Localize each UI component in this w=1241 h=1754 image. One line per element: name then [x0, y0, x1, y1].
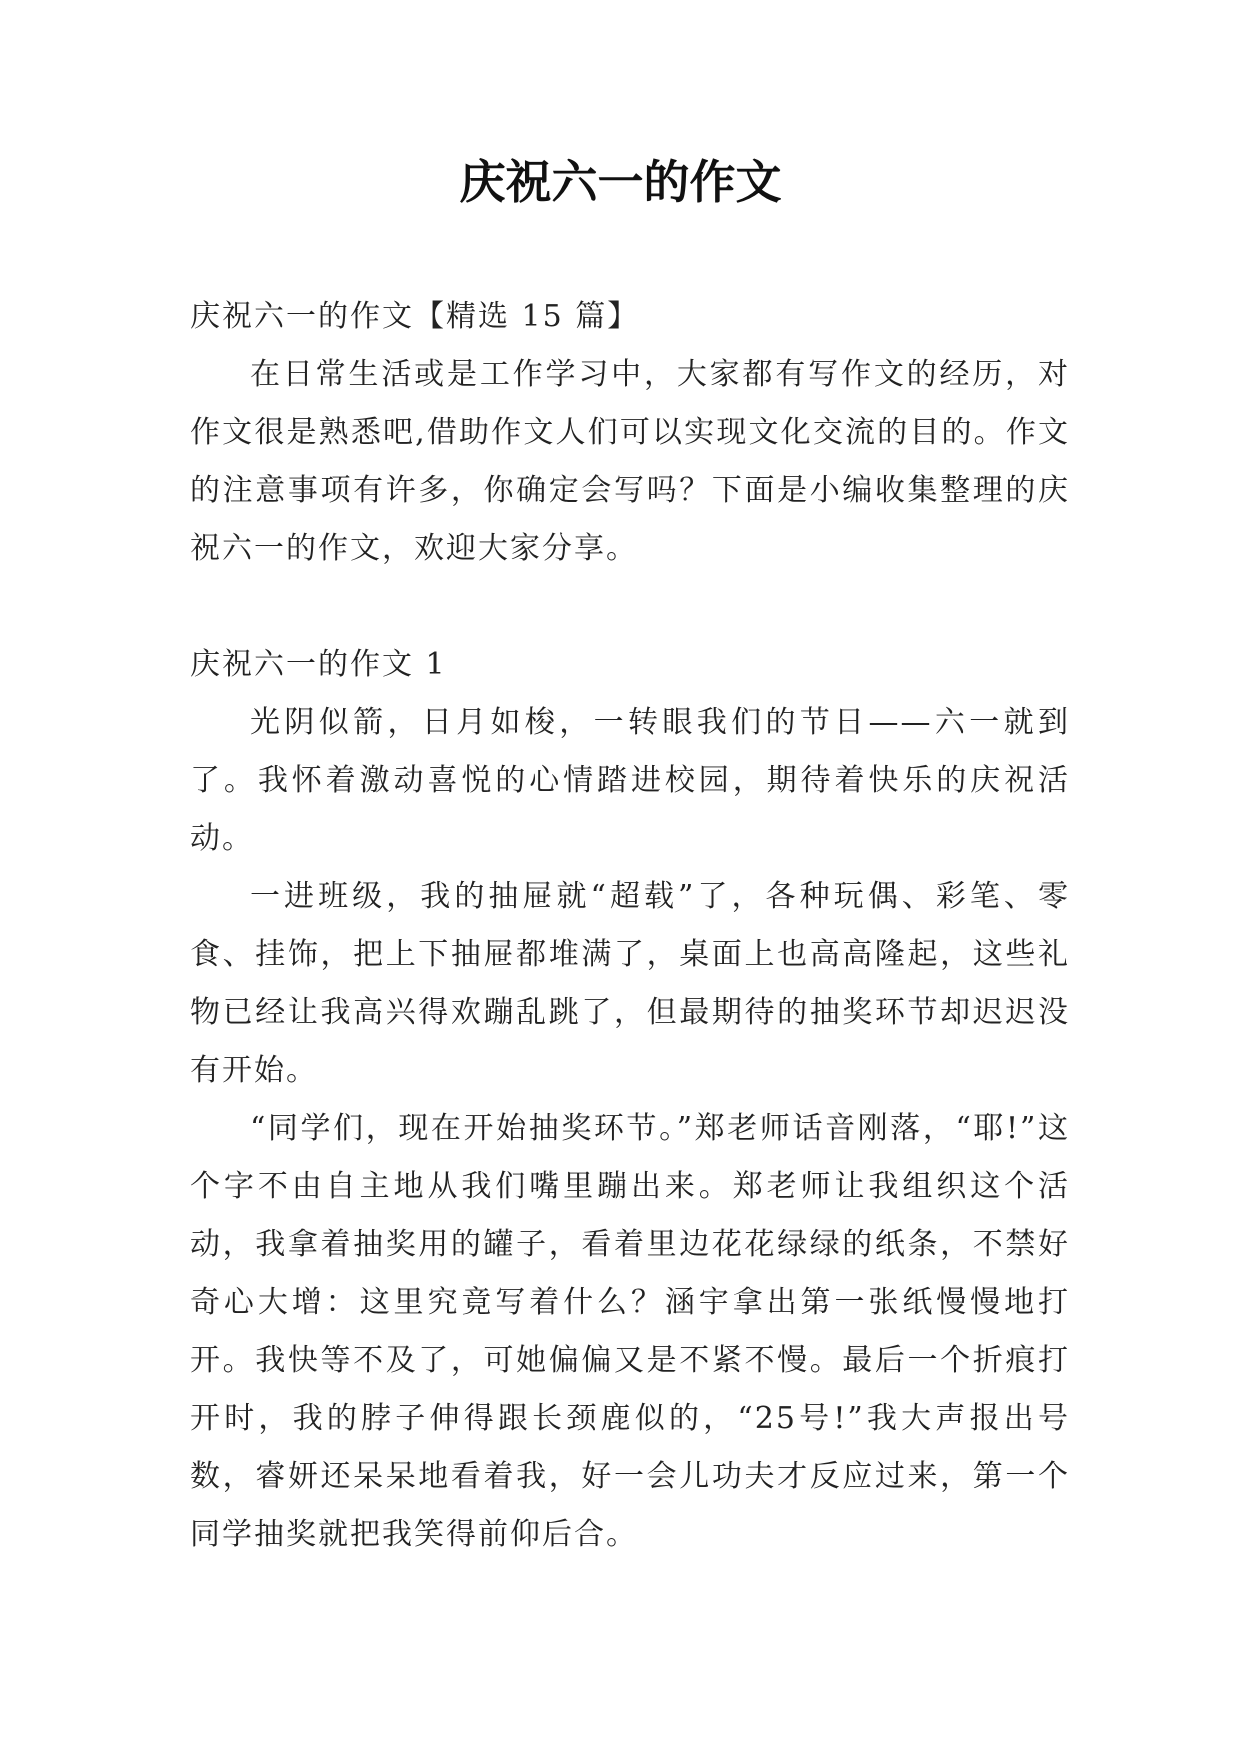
- document-title: 庆祝六一的作文: [459, 155, 782, 209]
- section-spacer: [190, 578, 1070, 636]
- document-body: [190, 288, 1070, 1564]
- section-heading: 庆祝六一的作文 1: [190, 647, 447, 682]
- document-subtitle: 庆祝六一的作文【精选 15 篇】: [190, 299, 640, 334]
- body-paragraph: 一进班级，我的抽屉就“超载”了，各种玩偶、彩笔、零食、挂饰，把上下抽屉都堆满了，桌面上也高高隆起，这些礼物已经让我高兴得欢蹦乱跳了，但最期待的抽奖环节却迟迟没有开始。: [190, 879, 1070, 1088]
- intro-paragraph: 在日常生活或是工作学习中，大家都有写作文的经历，对作文很是熟悉吧,借助作文人们可以实现文化交流的目的。作文的注意事项有许多，你确定会写吗？下面是小编收集整理的庆祝六一的作文，欢迎大家分享。: [190, 357, 1070, 566]
- body-paragraph: 光阴似箭，日月如梭，一转眼我们的节日——六一就到了。我怀着激动喜悦的心情踏进校园，期待着快乐的庆祝活动。: [190, 705, 1070, 856]
- body-paragraph: “同学们，现在开始抽奖环节。”郑老师话音刚落，“耶!”这个字不由自主地从我们嘴里蹦出来。郑老师让我组织这个活动，我拿着抽奖用的罐子，看着里边花花绿绿的纸条，不禁好奇心大增：这里究竟写着什么？涵宇拿出第一张纸慢慢地打开。我快等不及了，可她偏偏又是不紧不慢。最后一个折痕打开时，我的脖子伸得跟长颈鹿似的，“25号!”我大声报出号数，睿妍还呆呆地看着我，好一会儿功夫才反应过来，第一个同学抽奖就把我笑得前仰后合。: [190, 1111, 1070, 1552]
